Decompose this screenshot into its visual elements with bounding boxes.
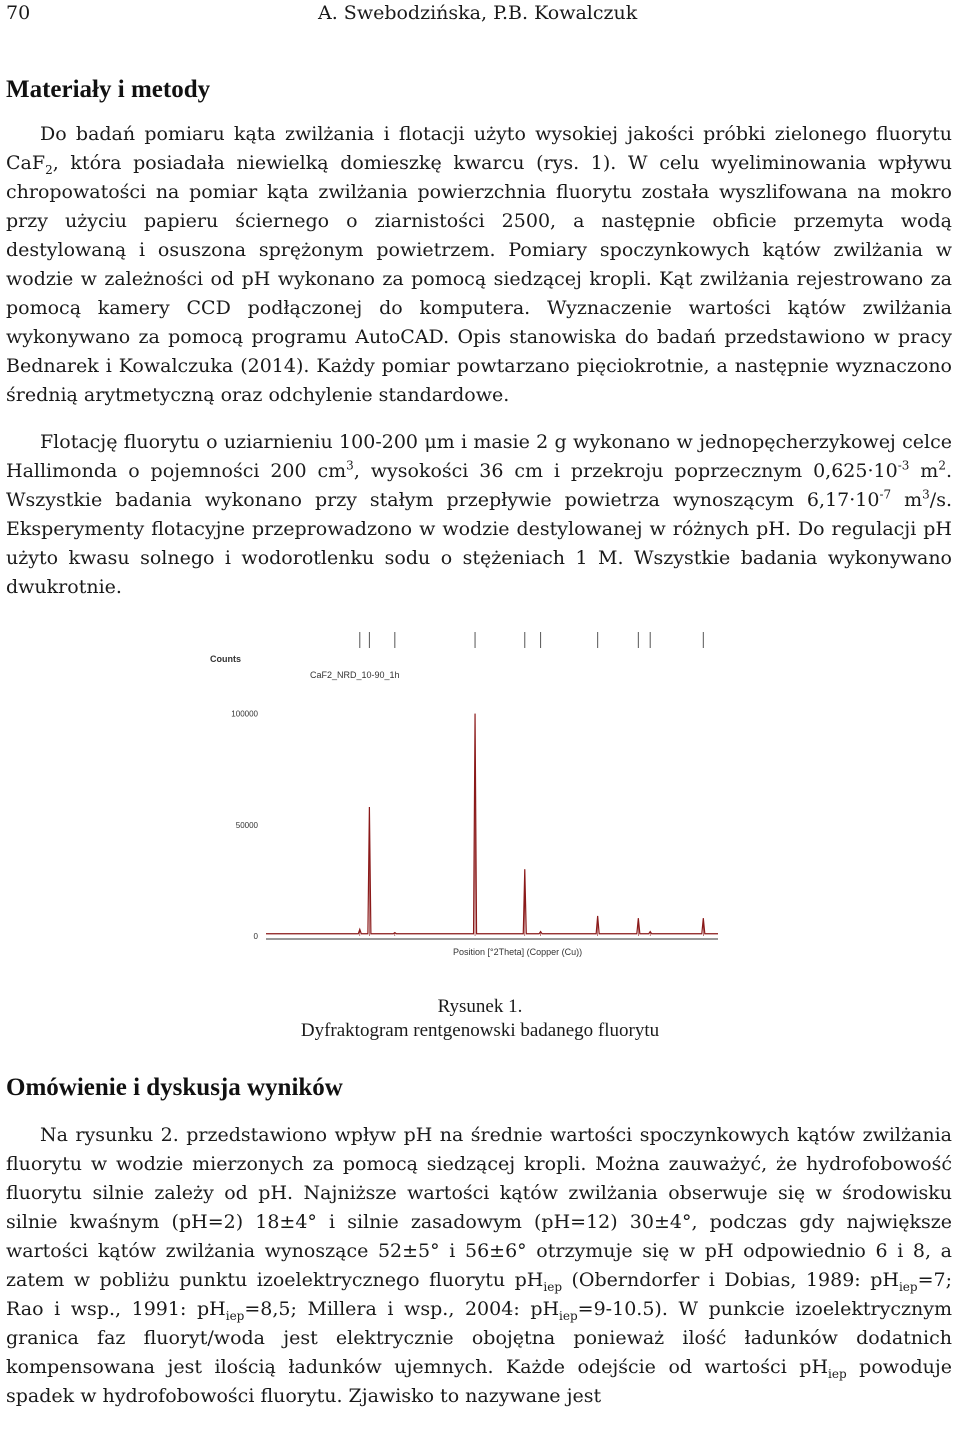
- section-title-methods: Materiały i metody: [6, 76, 211, 103]
- results-paragraph-1: Na rysunku 2. przedstawiono wpływ pH na średnie wartości spoczynkowych kątów zwilżania fluorytu w wodzie mierzonych za pomocą siedzącej kropli. Można zauważyć, że hydrofobowość fluorytu silnie zależy od pH. Najniższe wartości kątów zwilżania obserwuje się w środowisku silnie kwaśnym (pH=2) 18±4° i silnie zasadowym (pH=12) 30±4°, podczas gdy największe wartości kątów zwilżania wynoszące 52±5° i 56±6° otrzymuje się w pH odpowiednio 6 i 8, a zatem w pobliżu punktu izoelektrycznego fluorytu $pH_{iep}$ (Oberndorfer i Dobias, 1989: $pH_{iep}=7$; Rao i wsp., 1991: $pH_{iep}=8,5$; Millera i wsp., 2004: $pH_{iep}=9-10.5$). W punkcie izoelektrycznym granica faz fluoryt/woda jest elektrycznie obojętna ponieważ ilość ładunków dodatnich kompensowana jest ilością ładunków ujemnych. Każde odejście od wartości $pH_{iep}$ powoduje spadek w hydrofobowości fluorytu. Zjawisko to nazywane jest: [6, 1124, 952, 1407]
- xrd-diffractogram-figure: [198, 628, 768, 993]
- y-tick-labels: [231, 710, 258, 941]
- methods-paragraph-1: Do badań pomiaru kąta zwilżania i flotacji użyto wysokiej jakości próbki zielonego fluorytu CaF$_2$, która posiadała niewielką domieszkę kwarcu (rys. 1). W celu wyeliminowania wpływu chropowatości na pomiar kąta zwilżania powierzchnia fluorytu została wyszlifowana na mokro przy użyciu papieru ściernego o ziarnistości 2500, a następnie obficie przemyta wodą destylowaną i osuszona sprężonym powietrzem. Pomiary spoczynkowych kątów zwilżania w wodzie w zależności od pH wykonano za pomocą siedzącej kropli. Kąt zwilżania rejestrowano za pomocą kamery CCD podłączonej do komputera. Wyznaczenie wartości kątów zwilżania wykonywano za pomocą programu AutoCAD. Opis stanowiska do badań przedstawiono w pracy Bednarek i Kowalczuka (2014). Każdy pomiar powtarzano pięciokrotnie, a następnie wyznaczono średnią arytmetyczną oraz odchylenie standardowe.: [6, 123, 952, 406]
- diffraction-peaks: [360, 714, 704, 936]
- diffraction-trace: [266, 714, 718, 934]
- page-number: 70: [6, 2, 31, 24]
- x-axis-label: Position [°2Theta] (Copper (Cu)): [453, 947, 583, 957]
- y-axis-label: Counts: [210, 654, 241, 664]
- y-tick-label: 100000: [231, 709, 258, 719]
- methods-paragraph-2: Flotację fluorytu o uziarnieniu 100-200 μm i masie 2 g wykonano w jednopęcherzykowej celce Hallimonda o pojemności 200 $cm^3$, wysokości 36 cm i przekroju poprzecznym $0,625\cdot 10^{-3}$ $m^2$. Wszystkie badania wykonano przy stałym przepływie powietrza wynoszącym $6,17\cdot 10^{-7}$ $m^3/s$. Eksperymenty flotacyjne przeprowadzono w wodzie destylowanej w różnych pH. Do regulacji pH użyto kwasu solnego i wodorotlenku sodu o stężeniach 1 M. Wszystkie badania wykonywano dwukrotnie.: [6, 431, 952, 598]
- running-head-authors: A. Swebodzińska, P.B. Kowalczuk: [318, 2, 638, 24]
- xrd-chart: [198, 628, 768, 993]
- y-tick-label: 50000: [235, 820, 258, 830]
- reference-markers: [360, 632, 704, 648]
- page-header: [0, 2, 960, 30]
- section-title-results: Omówienie i dyskusja wyników: [6, 1074, 343, 1101]
- figure-caption-label: Rysunek 1.: [437, 996, 523, 1017]
- y-tick-label: 0: [253, 932, 258, 941]
- legend-entry: CaF2_NRD_10-90_1h: [310, 670, 400, 680]
- figure-caption-text: Dyfraktogram rentgenowski badanego fluorytu: [300, 1020, 660, 1041]
